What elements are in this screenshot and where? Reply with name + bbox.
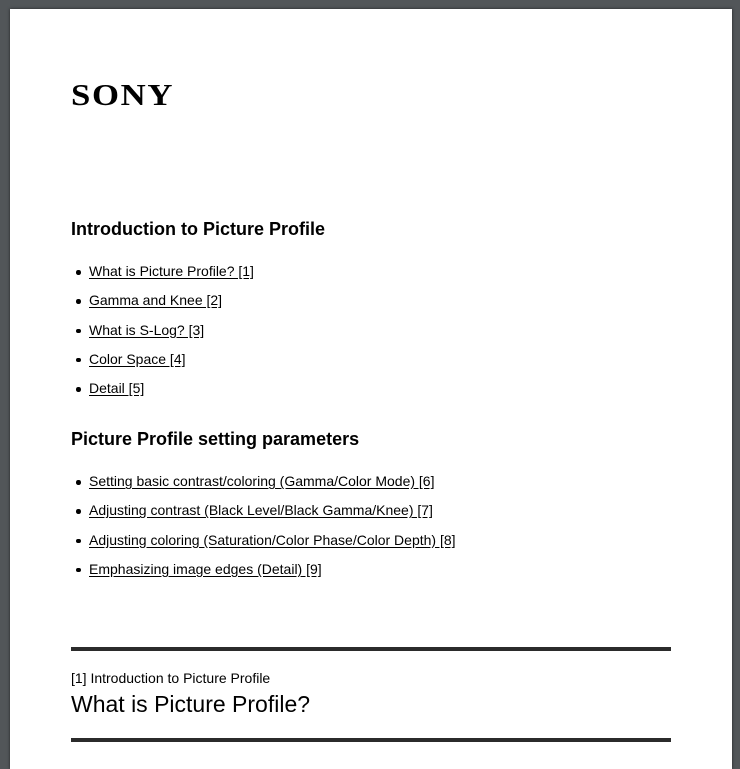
list-item xyxy=(71,560,456,589)
toc-link-gamma-color-mode[interactable]: Setting basic contrast/coloring (Gamma/Color Mode) [6] xyxy=(89,473,435,489)
toc-link-adjusting-coloring[interactable]: Adjusting coloring (Saturation/Color Phase/Color Depth) [8] xyxy=(89,531,456,548)
toc-link-detail[interactable]: Detail [5] xyxy=(89,380,145,397)
toc-link-emphasizing-edges[interactable]: Emphasizing image edges (Detail) [9] xyxy=(89,560,322,577)
toc-link-adjusting-contrast[interactable]: Adjusting contrast (Black Level/Black Gamma/Knee) [7] xyxy=(89,502,433,519)
list-item xyxy=(71,321,254,350)
sony-logo: SONY xyxy=(71,77,175,112)
list-item xyxy=(71,291,254,320)
list-item xyxy=(71,350,254,379)
section-heading-introduction: Introduction to Picture Profile xyxy=(71,219,326,239)
list-item xyxy=(71,262,254,291)
toc-link-what-is-picture-profile[interactable]: What is Picture Profile? [1] xyxy=(89,263,254,279)
toc-link-gamma-and-knee[interactable]: Gamma and Knee [2] xyxy=(89,292,223,309)
toc-list-setting-parameters xyxy=(71,472,456,589)
topic-breadcrumb: [1] Introduction to Picture Profile xyxy=(71,670,271,686)
toc-link-what-is-s-log[interactable]: What is S-Log? [3] xyxy=(89,321,205,338)
topic-title: What is Picture Profile? xyxy=(71,691,311,717)
list-item xyxy=(71,501,456,530)
toc-link-color-space[interactable]: Color Space [4] xyxy=(89,350,186,367)
document-page xyxy=(10,9,732,769)
section-heading-setting-parameters: Picture Profile setting parameters xyxy=(71,429,360,449)
divider xyxy=(71,738,671,742)
list-item xyxy=(71,472,456,501)
divider xyxy=(71,647,671,651)
list-item xyxy=(71,379,254,408)
list-item xyxy=(71,531,456,560)
toc-list-introduction xyxy=(71,262,254,408)
